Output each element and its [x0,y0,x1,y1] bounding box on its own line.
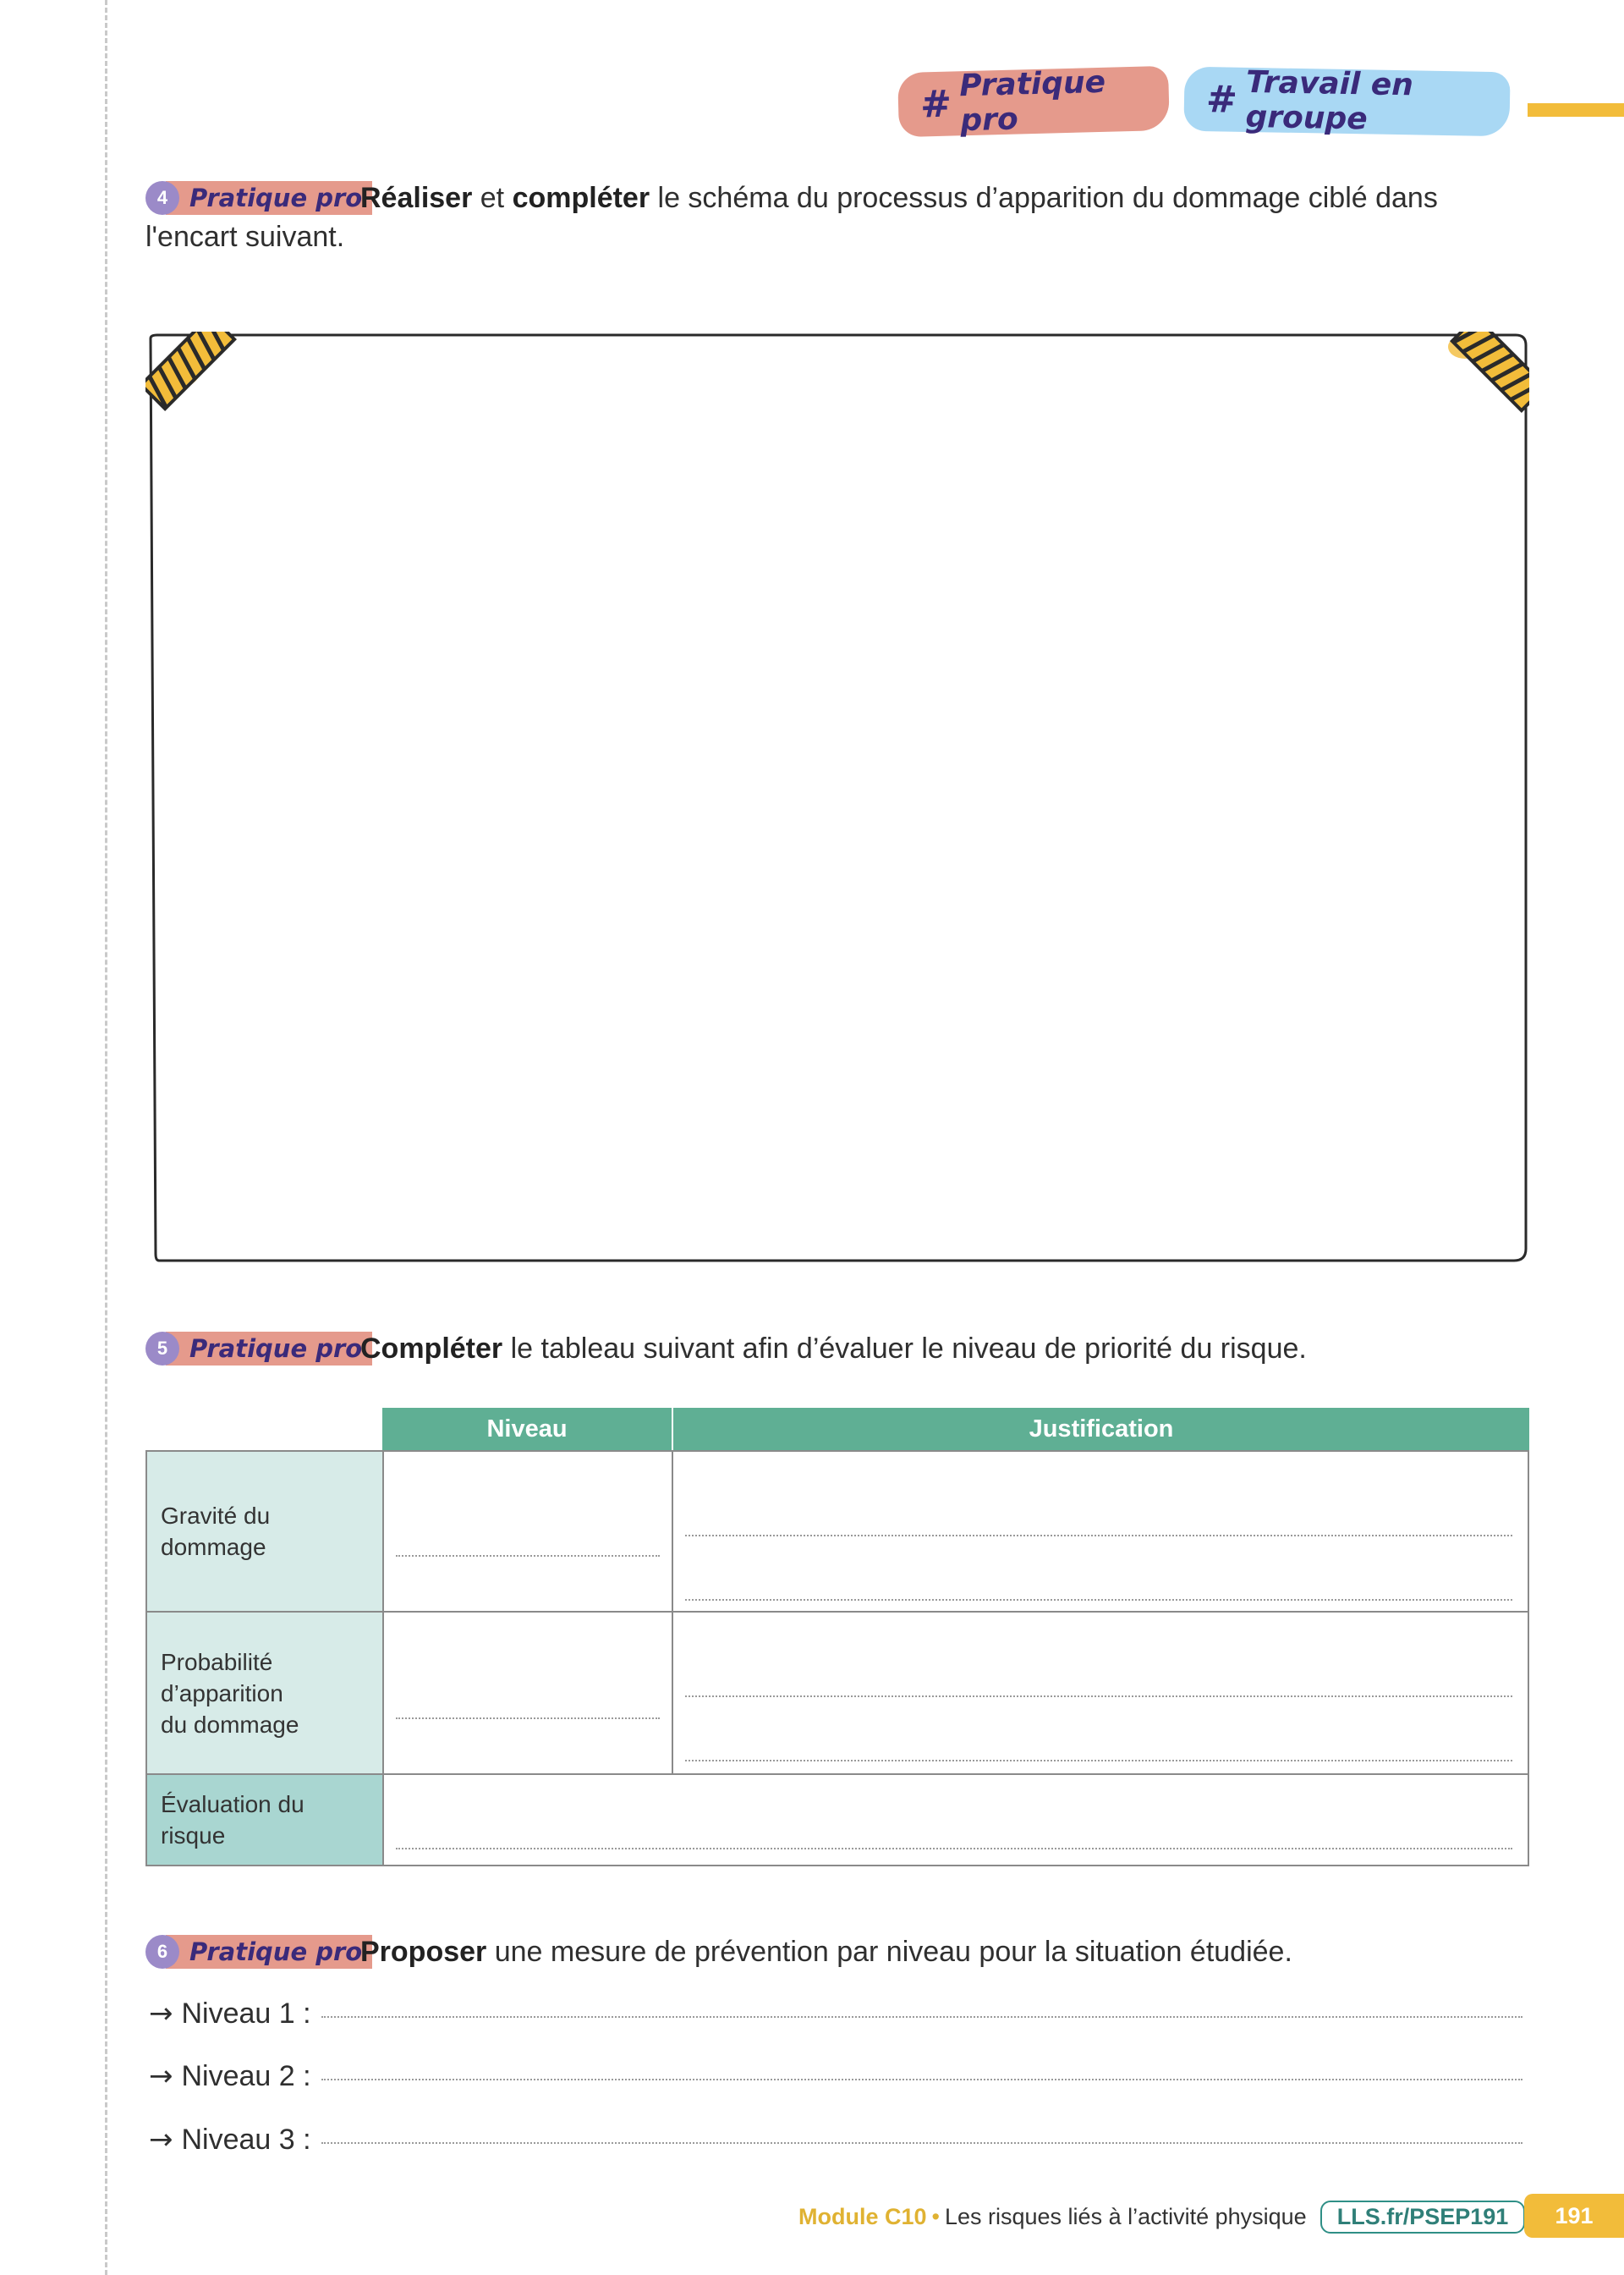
badge-label: Pratique pro [166,181,372,215]
answer-line [685,1535,1512,1536]
footer [798,2198,1525,2235]
cell-justification-gravite[interactable] [672,1450,1529,1613]
level-1-line[interactable] [149,1997,1522,2030]
answer-line [685,1599,1512,1601]
footer-title: Les risques liés à l’activité physique [944,2203,1307,2229]
drawing-frame[interactable] [145,332,1529,1264]
answer-line [685,1760,1512,1761]
column-header-niveau: Niveau [382,1408,673,1450]
arrow-right-icon: → [149,2059,173,2093]
answer-line [396,1555,660,1557]
row-header-gravite [145,1450,382,1613]
activity-number: 4 [145,181,179,215]
instruction-text: et [472,182,513,214]
answer-line [321,2016,1522,2018]
header-accent-bar [1528,103,1624,117]
answer-line [321,2142,1522,2144]
row-label: Évaluation du risque [161,1791,304,1849]
answer-line [396,1848,1512,1849]
activity-5-instruction [360,1329,1544,1368]
activity-number: 6 [145,1935,179,1969]
tag-travail-en-groupe [1183,64,1510,137]
answer-line [396,1717,660,1719]
instruction-text: une mesure de prévention par niveau pour la situation étudiée. [486,1936,1292,1968]
activity-4-instruction [145,179,1465,256]
badge-label: Pratique pro [166,1935,372,1969]
arrow-right-icon: → [149,1997,173,2030]
page-number: 191 [1524,2194,1624,2238]
tag-label: Pratique pro [958,64,1106,139]
tag-label: Travail en groupe [1245,64,1414,137]
instruction-text: le schéma du processus d’apparition du dommage ciblé dans l'encart suivant. [145,182,1438,253]
level-label: Niveau 2 : [181,2060,311,2092]
instruction-verb: Proposer [360,1936,487,1968]
answer-line [321,2079,1522,2080]
answer-line [685,1695,1512,1697]
badge-label: Pratique pro [166,1332,372,1366]
row-label: Gravité du dommage [161,1503,271,1560]
instruction-verb: Compléter [360,1333,503,1365]
level-3-line[interactable] [149,2123,1522,2157]
hashtag-icon: # [1205,77,1238,122]
activity-6-badge [145,1935,372,1969]
cell-evaluation[interactable] [382,1773,1529,1866]
cell-justification-probabilite[interactable] [672,1611,1529,1775]
instruction-verb: Réaliser [360,182,473,214]
activity-number: 5 [145,1332,179,1366]
tag-pratique-pro [897,66,1170,137]
row-header-probabilite [145,1611,382,1775]
level-label: Niveau 1 : [181,1997,311,2030]
activity-6-instruction [360,1932,1544,1971]
column-header-justification: Justification [673,1408,1529,1450]
risk-evaluation-table [145,1408,1529,1866]
instruction-verb: compléter [512,182,650,214]
row-header-evaluation [145,1773,382,1866]
cell-niveau-probabilite[interactable] [382,1611,673,1775]
footer-module: Module C10 [798,2203,927,2229]
cell-niveau-gravite[interactable] [382,1450,673,1613]
hashtag-icon: # [919,82,952,126]
margin-dashed-line [105,0,107,2275]
footer-link[interactable]: LLS.fr/PSEP191 [1320,2201,1526,2234]
activity-5-badge [145,1332,372,1366]
footer-separator: • [931,2203,940,2229]
arrow-right-icon: → [149,2123,173,2157]
level-label: Niveau 3 : [181,2124,311,2156]
instruction-text: le tableau suivant afin d’évaluer le niveau de priorité du risque. [502,1333,1307,1365]
level-2-line[interactable] [149,2059,1522,2093]
row-label: Probabilité d’apparition du dommage [161,1648,299,1738]
